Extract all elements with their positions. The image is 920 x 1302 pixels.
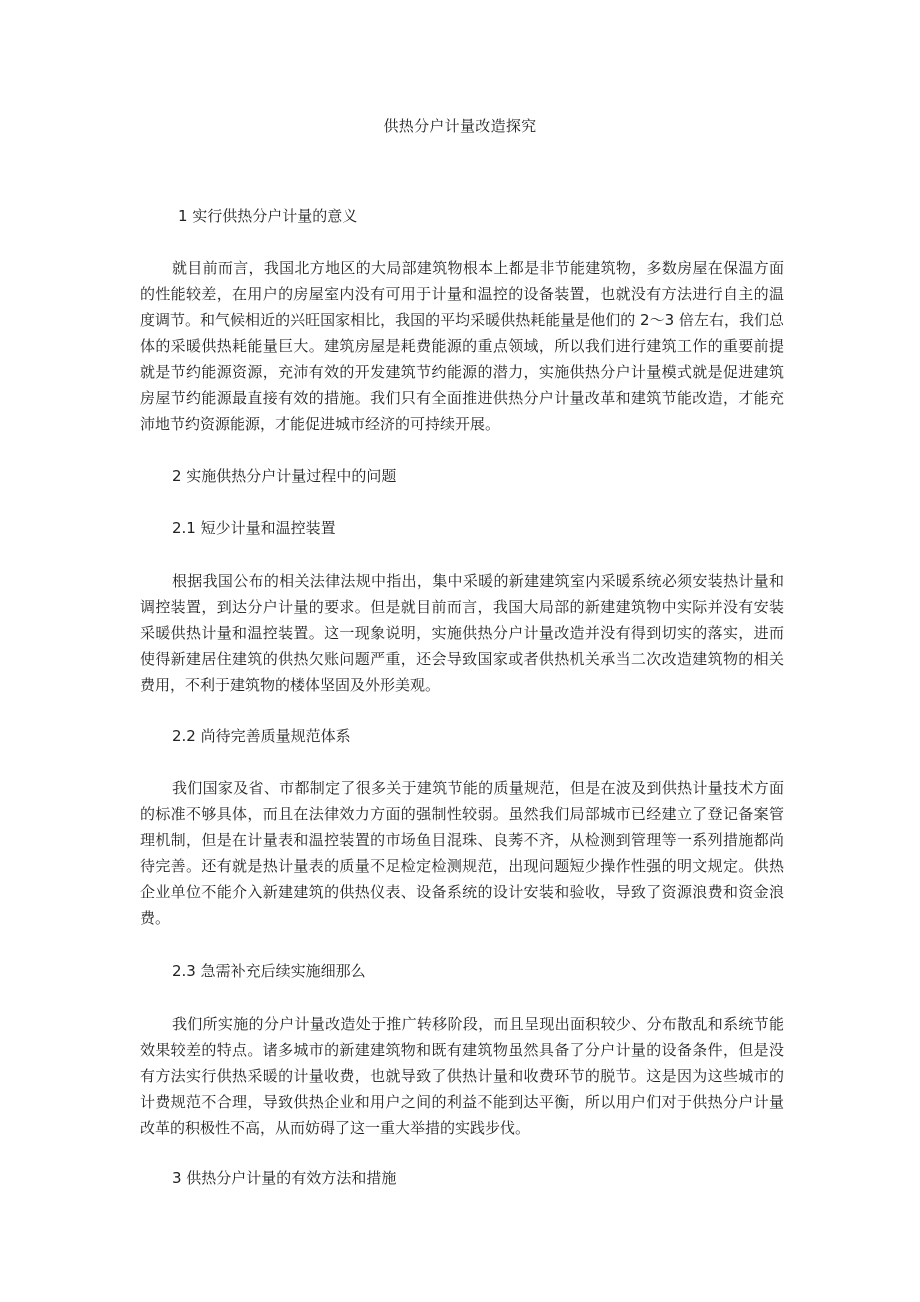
section-1-paragraph: 就目前而言，我国北方地区的大局部建筑物根本上都是非节能建筑物，多数房屋在保温方面的性能较差，在用户的房屋室内没有可用于计量和温控的设备装置，也就没有方法进行自主的温度调节。和气候相近的兴旺国家相比，我国的平均采暖供热耗能量是他们的 2～3 倍左右，我们总体的采暖供热耗能量巨大。建筑房屋是耗费能源的重点领域，所以我们进行建筑工作的重要前提就是节约能源资源，充沛有效的开发建筑节约能源的潜力，实施供热分户计量模式就是促进建筑房屋节约能源最直接有效的措施。我们只有全面推进供热分户计量改革和建筑节能改造，才能充沛地节约资源能源，才能促进城市经济的可持续开展。 (140, 259, 784, 433)
section-2-1-paragraph: 根据我国公布的相关法律法规中指出，集中采暖的新建建筑室内采暖系统必须安装热计量和调控装置，到达分户计量的要求。但是就目前而言，我国大局部的新建建筑物中实际并没有安装采暖供热计量和温控装置。这一现象说明，实施供热分户计量改造并没有得到切实的落实，进而使得新建居住建筑的供热欠账问题严重，还会导致国家或者供热机关承当二次改造建筑物的相关费用，不利于建筑物的楼体坚固及外形美观。 (140, 572, 784, 694)
document-title: 供热分户计量改造探究 (383, 117, 537, 135)
section-2-2-heading: 2.2 尚待完善质量规范体系 (172, 727, 351, 745)
section-1-heading: 1 实行供热分户计量的意义 (178, 207, 358, 225)
section-2-3-heading: 2.3 急需补充后续实施细那么 (172, 962, 366, 980)
section-2-1-heading: 2.1 短少计量和温控装置 (172, 519, 336, 537)
section-3-heading: 3 供热分户计量的有效方法和措施 (172, 1169, 397, 1187)
section-2-3-paragraph: 我们所实施的分户计量改造处于推广转移阶段，而且呈现出面积较少、分布散乱和系统节能效果较差的特点。诸多城市的新建建筑物和既有建筑物虽然具备了分户计量的设备条件，但是没有方法实行供热采暖的计量收费，也就导致了供热计量和收费环节的脱节。这是因为这些城市的计费规范不合理，导致供热企业和用户之间的利益不能到达平衡，所以用户们对于供热分户计量改革的积极性不高，从而妨碍了这一重大举措的实践步伐。 (140, 1015, 784, 1137)
section-2-heading: 2 实施供热分户计量过程中的问题 (172, 467, 397, 485)
section-2-2-paragraph: 我们国家及省、市都制定了很多关于建筑节能的质量规范，但是在波及到供热计量技术方面的标准不够具体，而且在法律效力方面的强制性较弱。虽然我们局部城市已经建立了登记备案管理机制，但是在计量表和温控装置的市场鱼目混珠、良莠不齐，从检测到管理等一系列措施都尚待完善。还有就是热计量表的质量不足检定检测规范，出现问题短少操作性强的明文规定。供热企业单位不能介入新建建筑的供热仪表、设备系统的设计安装和验收，导致了资源浪费和资金浪费。 (140, 779, 784, 927)
